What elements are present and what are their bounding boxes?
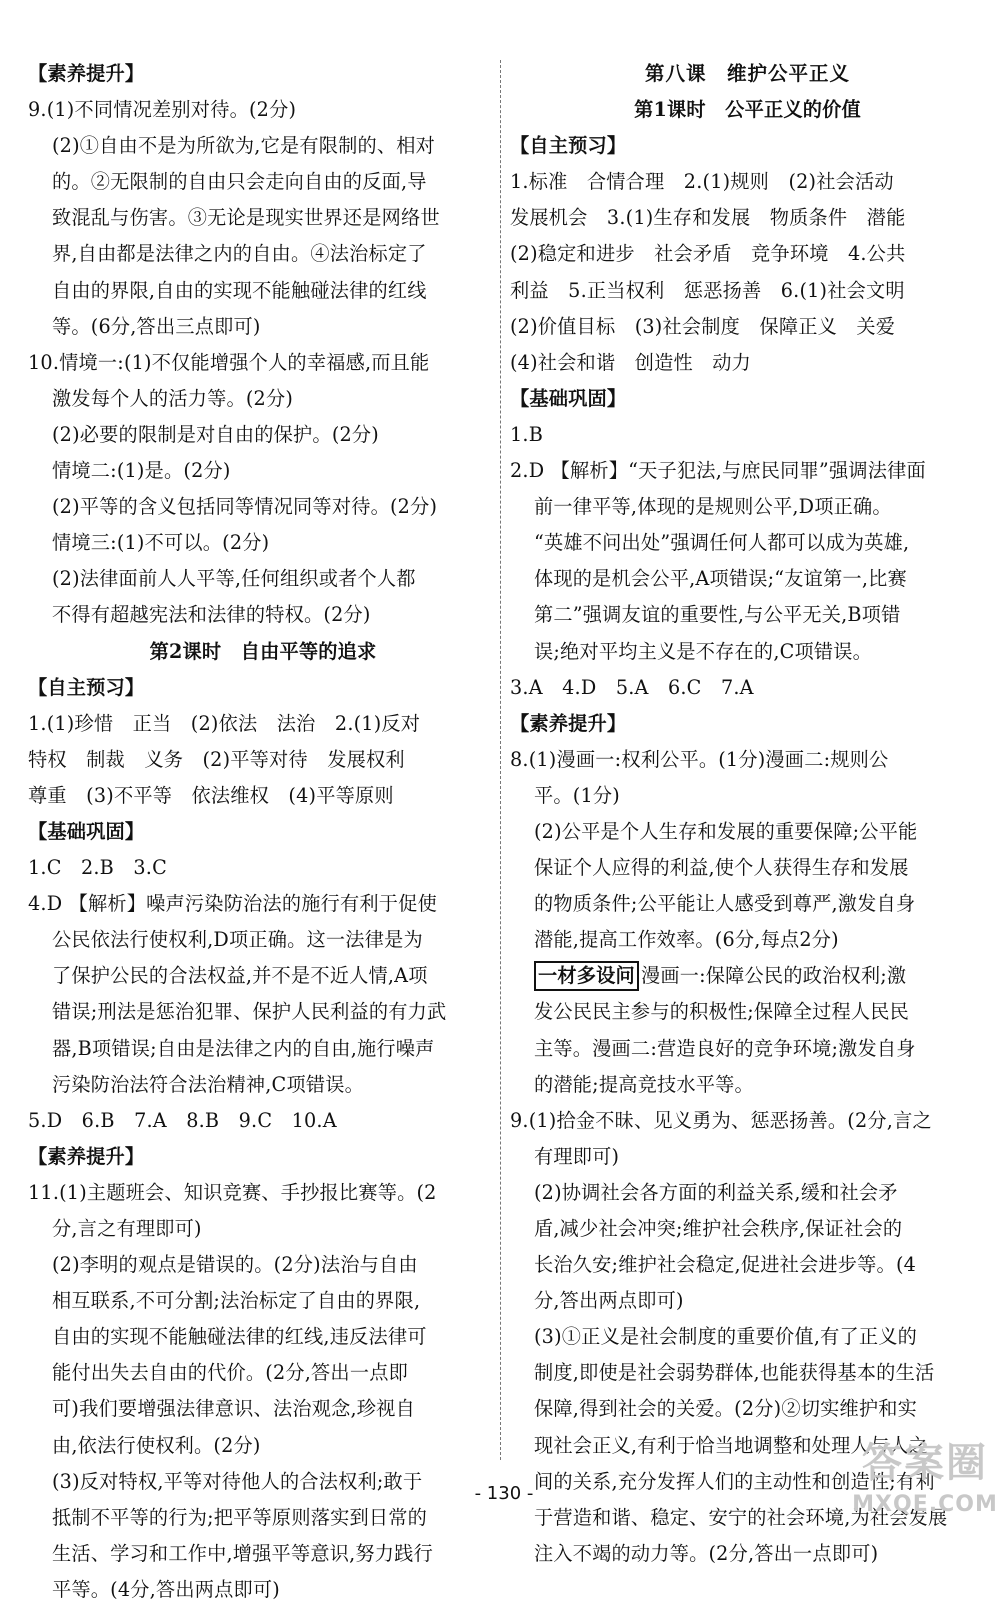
answer-line: 前一律平等,体现的是规则公平,D项正确。 bbox=[534, 495, 892, 519]
watermark-text-bottom: MXQE.COM bbox=[852, 1492, 998, 1517]
section-heading: 【自主预习】 bbox=[28, 675, 145, 699]
answer-line: 情境三:(1)不可以。(2分) bbox=[52, 531, 270, 555]
answer-line: “英雄不问出处”强调任何人都可以成为英雄, bbox=[534, 531, 910, 555]
answer-line: 分,言之有理即可) bbox=[52, 1217, 202, 1240]
answer-line: 潜能,提高工作效率。(6分,每点2分) bbox=[534, 928, 839, 952]
answer-line: 抵制不平等的行为;把平等原则落实到日常的 bbox=[52, 1505, 428, 1529]
answer-line: (2)必要的限制是对自由的保护。(2分) bbox=[52, 422, 379, 446]
answer-line: 激发每个人的活力等。(2分) bbox=[52, 386, 294, 410]
answer-line: 相互联系,不可分割;法治标定了自由的界限, bbox=[52, 1289, 421, 1313]
answer-line: 自由的实现不能触碰法律的红线,违反法律可 bbox=[52, 1325, 427, 1349]
answer-line: 致混乱与伤害。③无论是现实世界还是网络世 bbox=[52, 206, 440, 230]
answer-line: 有理即可) bbox=[534, 1144, 620, 1168]
page-number: - 130 - bbox=[474, 1483, 534, 1504]
answer-line: 器,B项错误;自由是法律之内的自由,施行噪声 bbox=[52, 1036, 435, 1060]
answer-line: 尊重 (3)不平等 依法维权 (4)平等原则 bbox=[28, 783, 394, 807]
lesson-title: 第2课时 自由平等的追求 bbox=[149, 639, 377, 663]
column-divider bbox=[500, 60, 501, 1460]
answer-line: 不得有超越宪法和法律的特权。(2分) bbox=[52, 603, 371, 627]
answer-line: 制度,即使是社会弱势群体,也能获得基本的生活 bbox=[534, 1361, 935, 1385]
answer-line: 的。②无限制的自由只会走向自由的反面,导 bbox=[52, 170, 427, 194]
answer-line: 了保护公民的合法权益,并不是不近人情,A项 bbox=[52, 964, 428, 988]
answer-line: 公民依法行使权利,D项正确。这一法律是为 bbox=[52, 928, 423, 952]
answer-line: (3)反对特权,平等对待他人的合法权利;敢于 bbox=[52, 1469, 423, 1493]
answer-line: 10.情境一:(1)不仅能增强个人的幸福感,而且能 bbox=[28, 350, 430, 374]
answer-line: 发公民民主参与的积极性;保障全过程人民民 bbox=[534, 1000, 910, 1024]
answer-line: 长治久安;维护社会稳定,促进社会进步等。(4 bbox=[534, 1253, 917, 1277]
answer-line: 误;绝对平均主义是不存在的,C项错误。 bbox=[534, 639, 873, 663]
answer-line: 盾,减少社会冲突;维护社会秩序,保证社会的 bbox=[534, 1217, 903, 1240]
answer-line: (4)社会和谐 创造性 动力 bbox=[510, 350, 752, 374]
answer-text: 漫画一:保障公民的政治权利;激 bbox=[640, 964, 907, 988]
answer-line: 1.C 2.B 3.C bbox=[28, 856, 167, 880]
answer-line: 利益 5.正当权利 惩恶扬善 6.(1)社会文明 bbox=[510, 278, 905, 302]
section-heading: 【自主预习】 bbox=[510, 134, 627, 158]
answer-line: 9.(1)拾金不昧、见义勇为、惩恶扬善。(2分,言之 bbox=[510, 1108, 932, 1132]
answer-line: 第二”强调友谊的重要性,与公平无关,B项错 bbox=[534, 603, 901, 627]
answer-line bbox=[510, 958, 985, 994]
answer-line: 9.(1)不同情况差别对待。(2分) bbox=[28, 98, 297, 122]
watermark-text-top: 答案圈 bbox=[862, 1440, 988, 1486]
answer-line: 11.(1)主题班会、知识竞赛、手抄报比赛等。(2 bbox=[28, 1180, 437, 1204]
section-heading: 【素养提升】 bbox=[28, 1144, 145, 1168]
answer-line: 现社会正义,有利于恰当地调整和处理人与人之 bbox=[534, 1433, 929, 1457]
left-column bbox=[28, 56, 498, 1608]
answer-line: (2)法律面前人人平等,任何组织或者个人都 bbox=[52, 567, 416, 591]
answer-line: (2)协调社会各方面的利益关系,缓和社会矛 bbox=[534, 1180, 898, 1204]
answer-line: 的物质条件;公平能让人感受到尊严,激发自身 bbox=[534, 892, 916, 916]
answer-line: 生活、学习和工作中,增强平等意识,努力践行 bbox=[52, 1541, 433, 1565]
section-heading: 【基础巩固】 bbox=[28, 819, 145, 843]
answer-line: 主等。漫画二:营造良好的竞争环境;激发自身 bbox=[534, 1036, 916, 1060]
answer-line: 平。(1分) bbox=[534, 783, 620, 807]
answer-line: 特权 制裁 义务 (2)平等对待 发展权利 bbox=[28, 747, 405, 771]
answer-line: (2)价值目标 (3)社会制度 保障正义 关爱 bbox=[510, 314, 896, 338]
answer-line: 1.(1)珍惜 正当 (2)依法 法治 2.(1)反对 bbox=[28, 711, 421, 735]
answer-line: 错误;刑法是惩治犯罪、保护人民利益的有力武 bbox=[52, 1000, 447, 1024]
answer-line: 2.D 【解析】“天子犯法,与庶民同罪”强调法律面 bbox=[510, 459, 926, 483]
answer-line: 5.D 6.B 7.A 8.B 9.C 10.A bbox=[28, 1108, 337, 1132]
answer-line: 保证个人应得的利益,使个人获得生存和发展 bbox=[534, 856, 909, 880]
question-tag-badge: 一材多设问 bbox=[534, 961, 639, 991]
answer-line: 1.标准 合情合理 2.(1)规则 (2)社会活动 bbox=[510, 170, 894, 194]
answer-line: 能付出失去自由的代价。(2分,答出一点即 bbox=[52, 1361, 408, 1385]
answer-line: 情境二:(1)是。(2分) bbox=[52, 459, 231, 483]
site-watermark-logo bbox=[850, 1436, 1000, 1532]
answer-line: 8.(1)漫画一:权利公平。(1分)漫画二:规则公 bbox=[510, 747, 889, 771]
answer-line: (2)公平是个人生存和发展的重要保障;公平能 bbox=[534, 819, 918, 843]
answer-line: 界,自由都是法律之内的自由。④法治标定了 bbox=[52, 242, 427, 266]
section-heading: 【基础巩固】 bbox=[510, 386, 627, 410]
answer-line: (2)平等的含义包括同等情况同等对待。(2分) bbox=[52, 495, 438, 519]
answer-line: 1.B bbox=[510, 422, 544, 446]
answer-line: 于营造和谐、稳定、安宁的社会环境,为社会发展 bbox=[534, 1505, 948, 1529]
answer-line: 3.A 4.D 5.A 6.C 7.A bbox=[510, 675, 754, 699]
section-heading: 【素养提升】 bbox=[28, 62, 145, 85]
answer-line: (3)①正义是社会制度的重要价值,有了正义的 bbox=[534, 1325, 918, 1349]
answer-line: 污染防治法符合法治精神,C项错误。 bbox=[52, 1072, 364, 1096]
answer-line: 分,答出两点即可) bbox=[534, 1289, 684, 1313]
right-column bbox=[510, 56, 985, 1572]
answer-line: (2)李明的观点是错误的。(2分)法治与自由 bbox=[52, 1253, 418, 1277]
section-heading: 【素养提升】 bbox=[510, 711, 627, 735]
answer-line: (2)稳定和进步 社会矛盾 竞争环境 4.公共 bbox=[510, 242, 906, 266]
answer-line: 注入不竭的动力等。(2分,答出一点即可) bbox=[534, 1541, 879, 1565]
answer-line: 自由的界限,自由的实现不能触碰法律的红线 bbox=[52, 278, 427, 302]
answer-line: 发展机会 3.(1)生存和发展 物质条件 潜能 bbox=[510, 206, 906, 230]
answer-line: 可)我们要增强法律意识、法治观念,珍视自 bbox=[52, 1397, 415, 1421]
answer-line: 等。(6分,答出三点即可) bbox=[52, 314, 261, 338]
answer-line: 间的关系,充分发挥人们的主动性和创造性;有利 bbox=[534, 1469, 935, 1493]
answer-line: (2)①自由不是为所欲为,它是有限制的、相对 bbox=[52, 134, 436, 158]
answer-line: 由,依法行使权利。(2分) bbox=[52, 1433, 261, 1457]
answer-line: 体现的是机会公平,A项错误;“友谊第一,比赛 bbox=[534, 567, 907, 591]
lesson-title: 第1课时 公平正义的价值 bbox=[634, 98, 861, 122]
answer-line: 平等。(4分,答出两点即可) bbox=[52, 1577, 280, 1601]
answer-line: 保障,得到社会的关爱。(2分)②切实维护和实 bbox=[534, 1397, 918, 1421]
answer-line: 4.D 【解析】噪声污染防治法的施行有利于促使 bbox=[28, 892, 437, 916]
lesson-title: 第八课 维护公平正义 bbox=[644, 62, 850, 85]
answer-line: 的潜能;提高竞技水平等。 bbox=[534, 1072, 754, 1096]
